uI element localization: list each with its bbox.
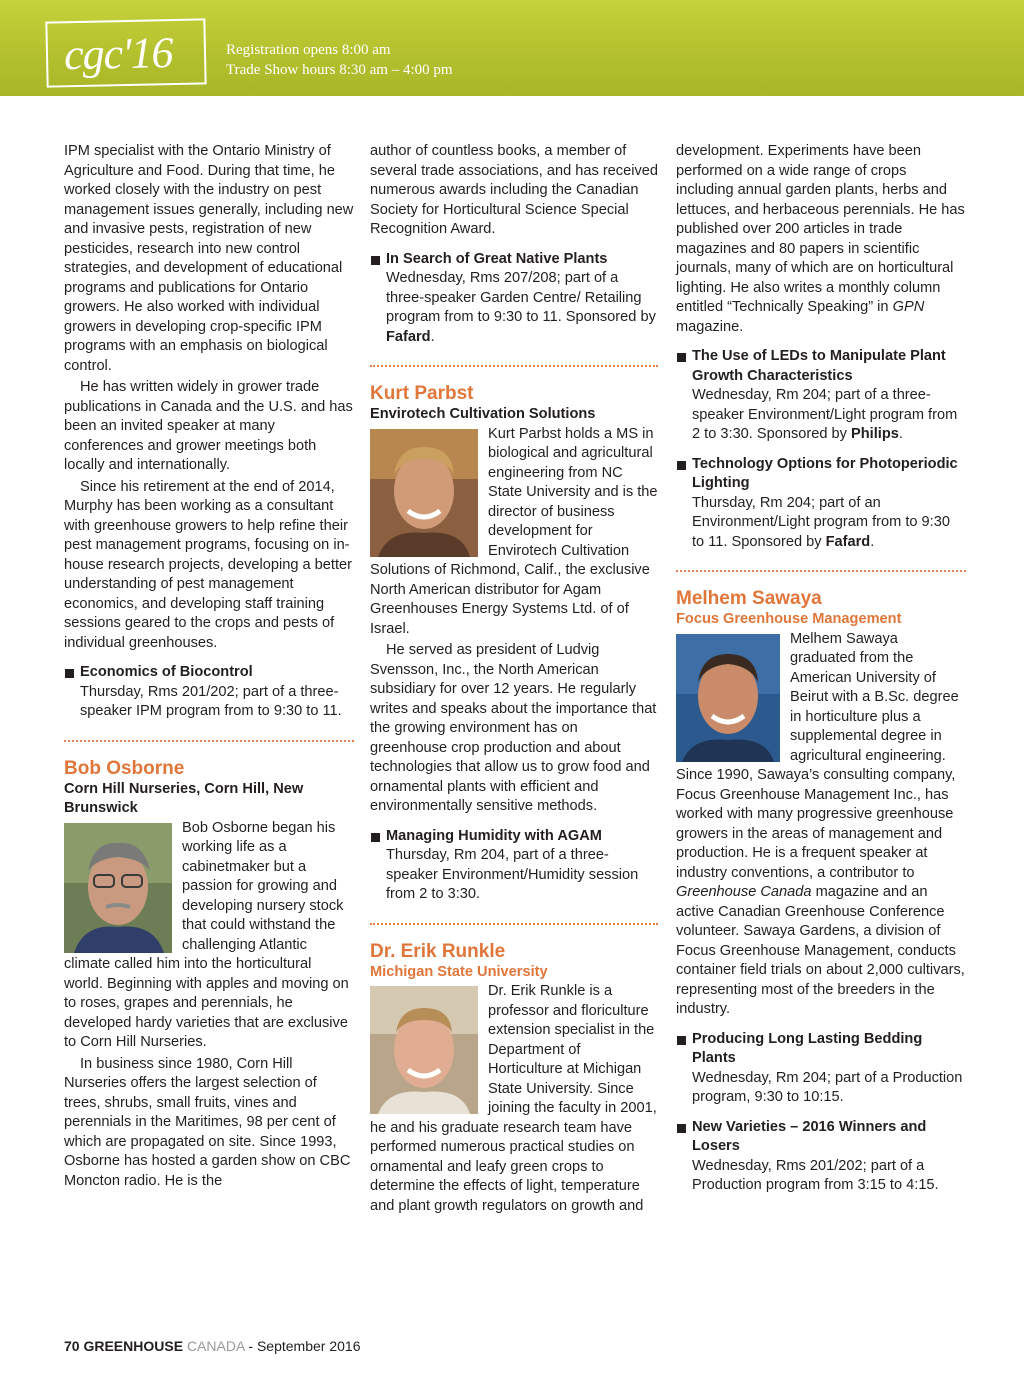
session-item — [676, 1118, 966, 1196]
session-details: Thursday, Rms 201/202; part of a three-speaker IPM program from to 9:30 to 11. — [80, 683, 342, 719]
column-1 — [64, 142, 354, 1191]
speaker-bio: Dr. Erik Runkle is a professor and floriculture extension specialist in the Department of Horticulture at Michigan State University. Since joining the faculty in 2001, he and his graduate research team have performed numerous practical studies on ornamental and leafy green crops to determine the effects of light, temperature and plant growth regulators on growth and — [370, 983, 657, 1214]
square-bullet-icon — [677, 1036, 686, 1045]
session-title: In Search of Great Native Plants — [386, 250, 608, 267]
session-details: Thursday, Rm 204, part of a three-speaker Environment/Humidity session from 2 to 3:30. — [386, 847, 639, 902]
sponsor-name: Fafard — [825, 533, 871, 550]
square-bullet-icon — [371, 833, 380, 842]
session-item — [676, 1030, 966, 1108]
speaker-bio: Melhem Sawaya graduated from the American University of Beirut with a B.Sc. degree in horticulture plus a supplemental degree in agricultural engineering. Since 1990, Sawaya’s consulting company, Focus Greenhouse Management Inc., has worked with many progressive greenhouse growers in the areas of management and production. He is a frequent speaker at industry conventions, a contributor to Greenhouse Canada magazine and an active Canadian Greenhouse Conference volunteer. Sawaya Gardens, a division of Focus Greenhouse Management, conducts container field trials on about 2,000 cultivars, representing most of the breeders in the industry. — [676, 630, 965, 1017]
speaker-name: Melhem Sawaya — [676, 588, 822, 609]
registration-text: Registration opens 8:00 am — [226, 42, 391, 58]
paragraph: development. Experiments have been performed on a wide range of crops including annual garden plants, herbs and lettuces, and herbaceous perennials. He has published over 200 articles in trade magazines and 80 papers in scientific journals, many of which are on horticultural lighting. He also writes a monthly column entitled “Technically Speaking” in GPN magazine. — [676, 143, 965, 335]
sponsor-name: Fafard — [386, 328, 431, 345]
session-title: Economics of Biocontrol — [80, 664, 253, 680]
page-number: 70 — [64, 1338, 80, 1354]
speaker-bio-block — [676, 630, 966, 1020]
publication-name: GPN — [892, 299, 925, 315]
speaker-photo — [370, 429, 478, 557]
paragraph: He has written widely in grower trade publications in Canada and the U.S. and has been an invited speaker at many conferences and grower meetings both locally and internationally. — [64, 379, 353, 473]
session-title: The Use of LEDs to Manipulate Plant Growth Characteristics — [692, 348, 946, 384]
page-footer — [64, 1337, 360, 1355]
paragraph: IPM specialist with the Ontario Ministry of Agriculture and Food. During that time, he worked closely with the industry on pest management issues generally, including new and invasive pests, registration of new pesticides, research into new control strategies, and development of educational programs and publications for Ontario growers. He also worked with individual growers in developing crop-specific IPM programs with an emphasis on biological control. — [64, 143, 354, 374]
speaker-bio-block — [64, 819, 354, 1053]
session-details: Wednesday, Rm 204; part of a three-speaker Environment/Light program from 2 to 3:30. Sponsored by — [692, 387, 958, 442]
dotted-divider — [676, 570, 966, 572]
dotted-divider — [370, 923, 658, 925]
column-2 — [370, 142, 658, 1216]
publication-name: Greenhouse Canada — [676, 884, 812, 900]
header-band — [0, 0, 1024, 96]
header-info — [226, 40, 453, 80]
square-bullet-icon — [677, 461, 686, 470]
square-bullet-icon — [677, 1124, 686, 1133]
cgc-logo — [45, 18, 206, 87]
speaker-organization: Corn Hill Nurseries, Corn Hill, New Brunswick — [64, 780, 304, 816]
speaker-name: Bob Osborne — [64, 757, 185, 779]
speaker-bio: In business since 1980, Corn Hill Nurseries offers the largest selection of trees, shrubs, small fruits, vines and perennials in the Maritimes, 98 per cent of which are propagated on site. Since 1993, Osborne has hosted a garden show on CBC Moncton radio. He is the — [64, 1055, 351, 1189]
trade-show-text: Trade Show hours 8:30 am – 4:00 pm — [226, 62, 453, 78]
logo-text: cgc'16 — [63, 28, 173, 80]
session-details: Wednesday, Rms 207/208; part of a three-speaker Garden Centre/ Retailing program from to 9:30 to 11. Sponsored by — [386, 270, 656, 325]
session-details: Thursday, Rm 204; part of an Environment/Light program from to 9:30 to 11. Sponsored by — [692, 494, 950, 550]
session-item — [370, 827, 658, 905]
session-title: Producing Long Lasting Bedding Plants — [692, 1030, 923, 1066]
speaker-bio: Bob Osborne began his working life as a cabinetmaker but a passion for growing and developing nursery stock that could withstand the challenging Atlantic climate called him into the horticultural world. Beginning with apples and moving on to roses, grapes and perennials, he developed hardy varieties that are exclusive to Corn Hill Nurseries. — [64, 819, 349, 1050]
session-title: Managing Humidity with AGAM — [386, 827, 602, 844]
session-item — [64, 663, 354, 722]
session-title: Technology Options for Photoperiodic Lighting — [692, 455, 958, 491]
speaker-photo — [64, 823, 172, 953]
session-title: New Varieties – 2016 Winners and Losers — [692, 1118, 927, 1154]
column-3 — [676, 142, 966, 1196]
square-bullet-icon — [371, 256, 380, 265]
sponsor-name: Philips — [851, 426, 899, 442]
speaker-photo — [370, 986, 478, 1114]
speaker-name: Kurt Parbst — [370, 383, 474, 404]
paragraph: Since his retirement at the end of 2014, Murphy has been working as a consultant with greenhouse growers to help refine their pest management programs, focusing on in-house research projects, developing a better understanding of pest management economics, and developing staff training sessions geared to the crops and pests of individual greenhouses. — [64, 478, 352, 651]
speaker-photo — [676, 634, 780, 762]
paragraph: author of countless books, a member of several trade associations, and has received numerous awards including the Canadian Society for Horticultural Science Special Recognition Award. — [370, 143, 658, 237]
speaker-organization: Focus Greenhouse Management — [676, 611, 902, 627]
dotted-divider — [370, 365, 658, 367]
speaker-bio-block — [370, 425, 658, 640]
speaker-bio-block — [370, 982, 658, 1216]
session-details: Wednesday, Rm 204; part of a Production program, 9:30 to 10:15. — [692, 1069, 963, 1105]
speaker-name: Dr. Erik Runkle — [370, 940, 506, 962]
session-item: Technology Options for Photoperiodic Lighting Thursday, Rm 204; part of an Environment/Light program from to 9:30 to 11. Sponsored by Fafard. — [676, 455, 966, 553]
dotted-divider — [64, 740, 354, 742]
session-details: Wednesday, Rms 201/202; part of a Production program from 3:15 to 4:15. — [692, 1157, 939, 1193]
session-item: In Search of Great Native Plants Wednesday, Rms 207/208; part of a three-speaker Garden Centre/ Retailing program from to 9:30 to 11. Sponsored by Fafard. — [370, 250, 658, 348]
square-bullet-icon — [677, 353, 686, 362]
speaker-bio: Kurt Parbst holds a MS in biological and agricultural engineering from NC State University and is the director of business development for Envirotech Cultivation Solutions of Richmond, Calif., the exclusive North American distributor for Agam Greenhouses Energy Systems Ltd. of of Israel. — [370, 425, 658, 637]
session-item: The Use of LEDs to Manipulate Plant Growth Characteristics Wednesday, Rm 204; part of a three-speaker Environment/Light program from 2 to 3:30. Sponsored by Philips. — [676, 347, 966, 445]
issue-date: - September 2016 — [248, 1338, 361, 1354]
speaker-organization: Michigan State University — [370, 963, 548, 980]
publication-name-light: CANADA — [186, 1338, 245, 1354]
speaker-organization: Envirotech Cultivation Solutions — [370, 406, 596, 422]
speaker-bio: He served as president of Ludvig Svensson, Inc., the North American subsidiary for over 12 years. He regularly writes and speaks about the importance that the growing environment has on greenhouse crop production and about technologies that allow us to grow food and ornamental plants with efficient and environmentally sensitive methods. — [370, 642, 657, 814]
square-bullet-icon — [65, 669, 74, 678]
publication-name: GREENHOUSE — [83, 1338, 184, 1354]
